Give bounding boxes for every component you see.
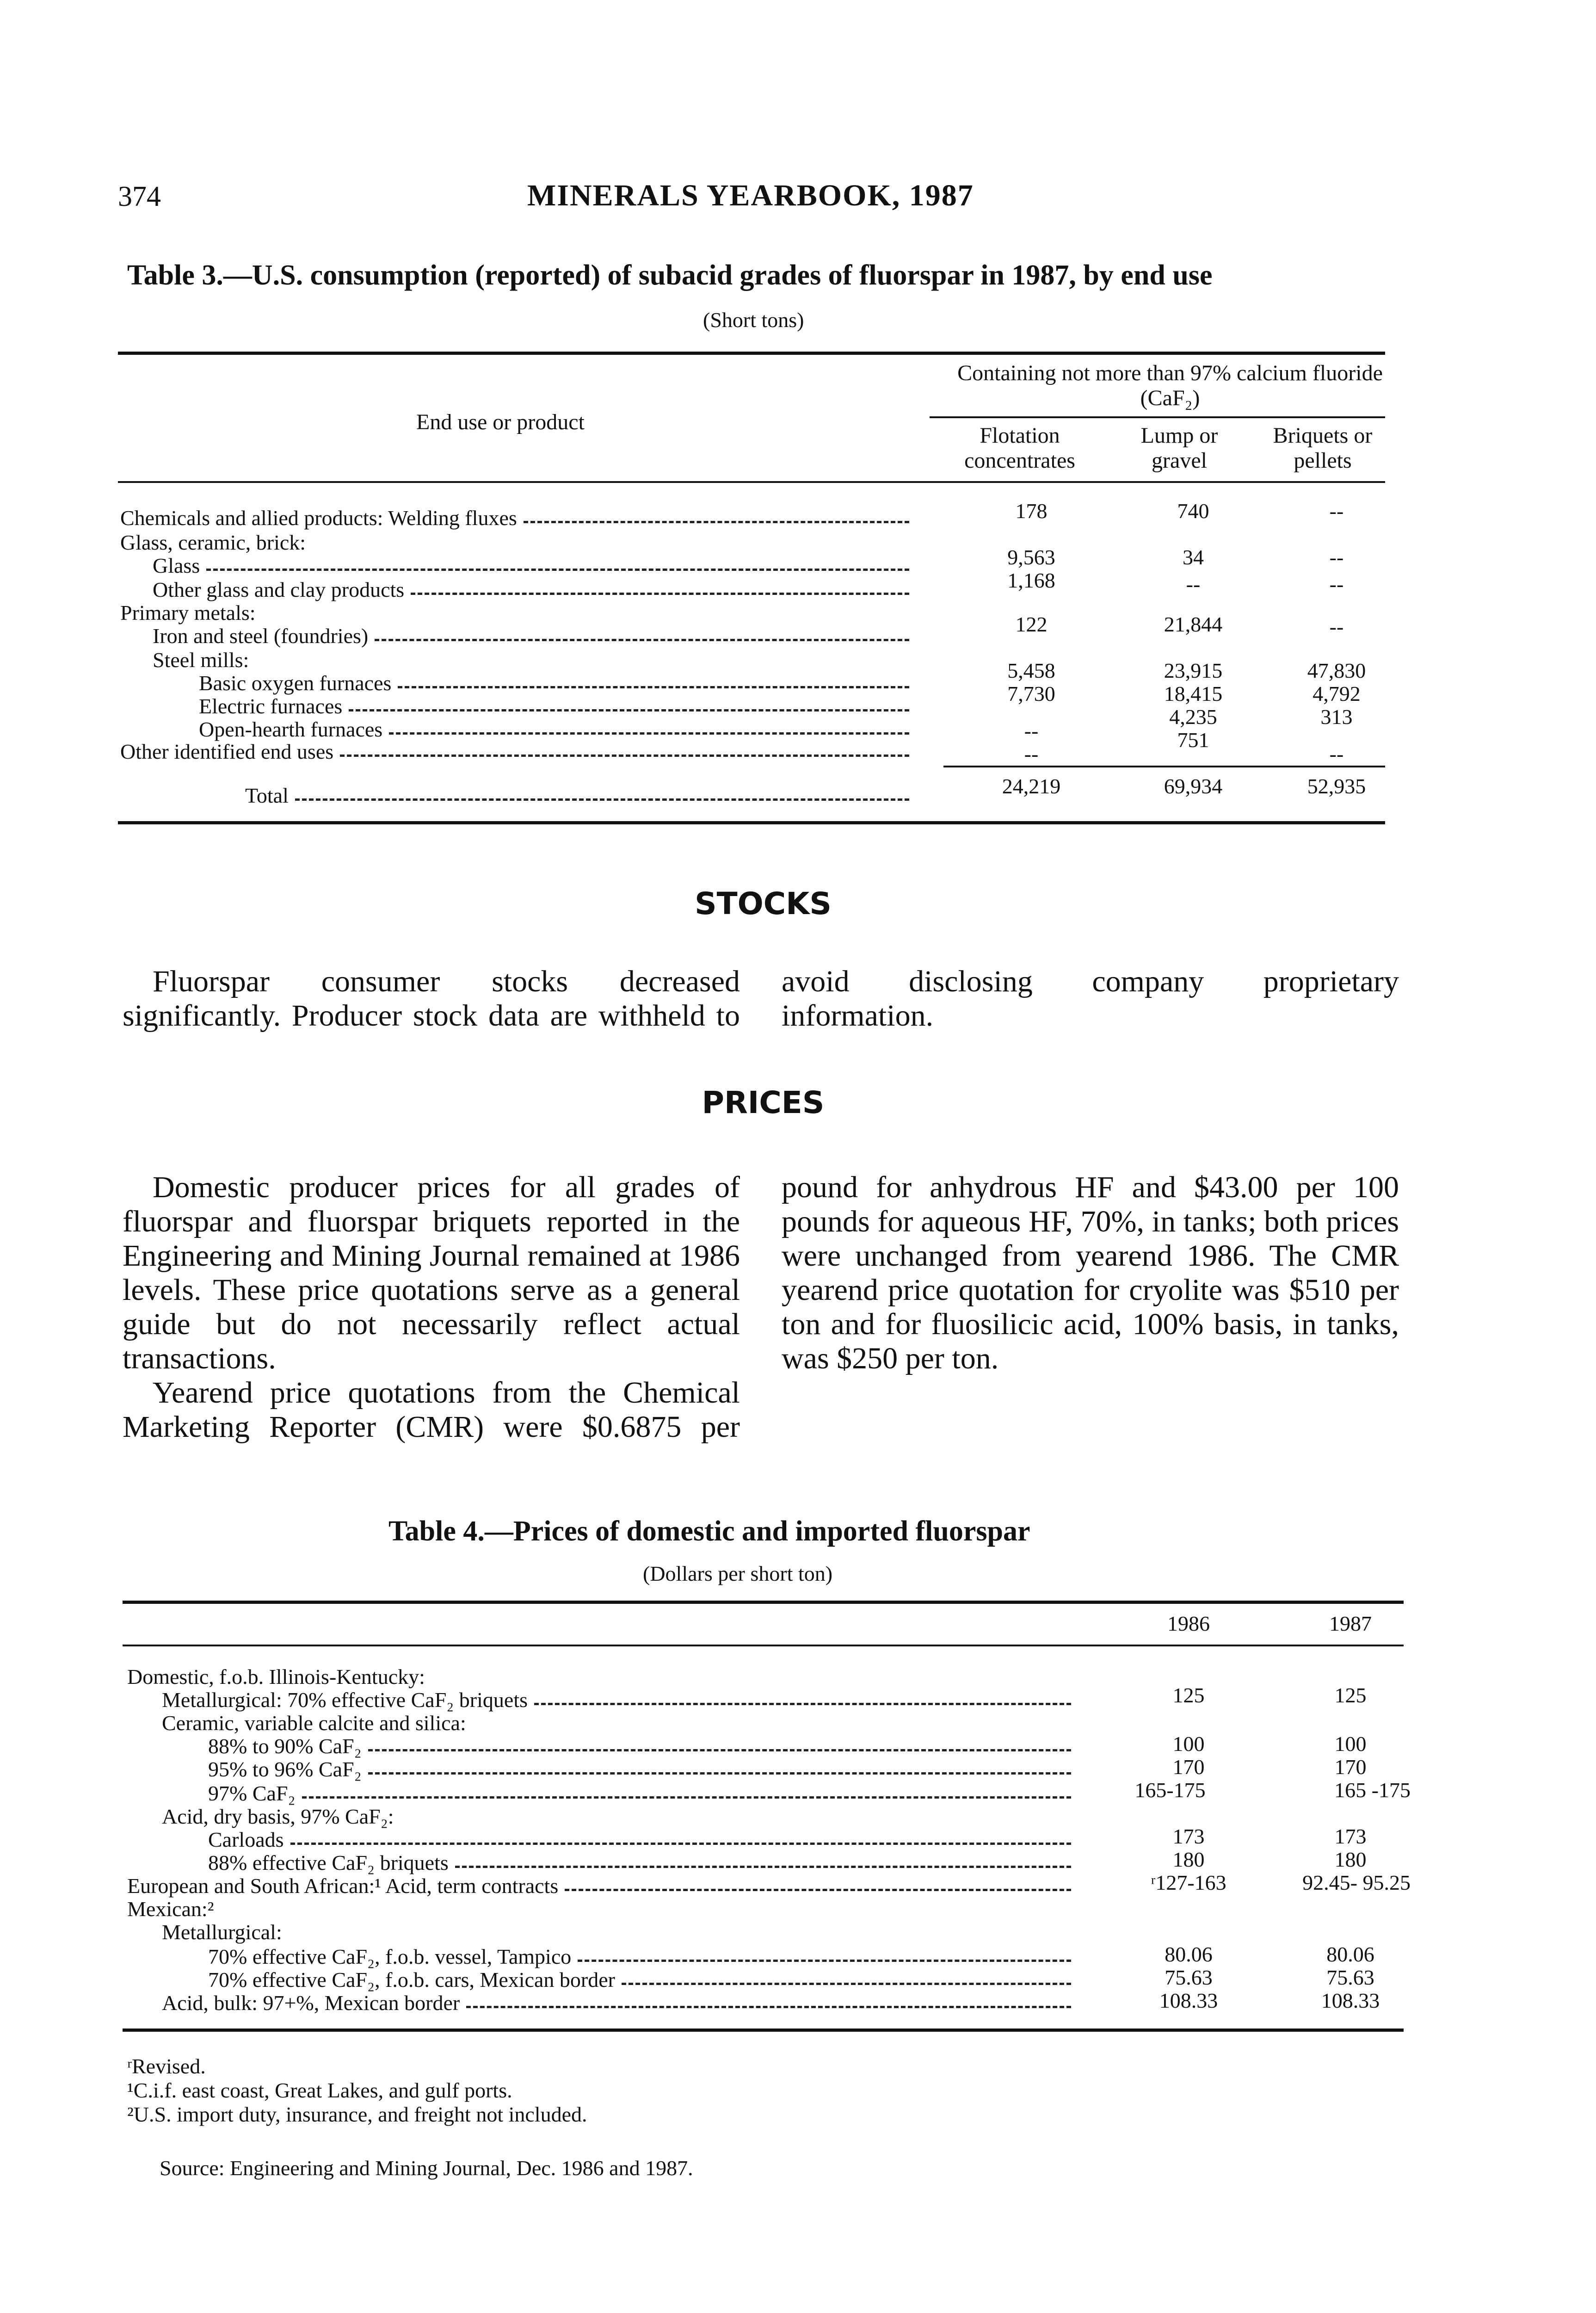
table3-row [199,695,916,718]
table4-row [162,1688,1078,1712]
table4-header-rule [123,1645,1404,1646]
row-label: Ceramic, variable calcite and silica: [162,1711,466,1735]
table4-row [162,1991,1078,2015]
row-label: Acid, bulk: 97+%, Mexican border [162,1991,460,2015]
table3-header-flotation: Flotation concentrates [964,423,1075,473]
row-label: Primary metals: [120,601,256,625]
leader-dots [290,1843,1071,1845]
row-label: Total [245,784,289,807]
leader-dots [565,1889,1071,1891]
prices-paragraph-1: Domestic producer prices for all grades of fluorspar and fluorspar briquets reported in the Engineering and Mining Journal remained at 1986 levels. These price quotations serve as a general guide but do not necessarily reflect actual transactions. [123,1170,740,1375]
row-label: Other glass and clay products [153,578,405,601]
cell-1987: 80.06 [1326,1942,1374,1966]
leader-dots [340,755,909,757]
table4-row [208,1735,1078,1758]
footnote-1: ¹C.i.f. east coast, Great Lakes, and gulf ports. [127,2078,512,2102]
cell-1987: 92.45- 95.25 [1302,1871,1411,1894]
cell-1987: 75.63 [1326,1966,1374,1989]
cell-1986: 100 [1172,1732,1205,1756]
cell-1986: 125 [1172,1683,1205,1707]
cell-flotation: 5,458 [1007,659,1055,682]
leader-dots [524,521,909,523]
stocks-paragraph: Fluorspar consumer stocks decreased significantly. Producer stock data are withheld to avoid disclosing company proprietary information. [123,965,1399,1033]
running-title: MINERALS YEARBOOK, 1987 [527,179,974,212]
leader-dots [206,569,909,571]
cell-briquets: -- [1329,545,1344,569]
table3-header-group: Containing not more than 97% calcium fluoride (CaF₂) [957,361,1383,410]
leader-dots [534,1703,1071,1705]
table4-row [208,1968,1078,1991]
table3-row [153,554,916,577]
leader-dots [455,1866,1071,1868]
cell-1986: 75.63 [1165,1966,1213,1989]
cell-briquets: -- [1329,615,1344,638]
table3-row [199,672,916,695]
table4-header-1987: 1987 [1329,1612,1372,1635]
table4-row [208,1758,1078,1781]
cell-flotation: 122 [1015,612,1048,636]
cell-lump: 34 [1183,545,1204,569]
row-label: Iron and steel (foundries) [153,624,369,648]
table3-total-rule [943,766,1385,767]
cell-1986: 180 [1172,1848,1205,1871]
row-label: Carloads [208,1828,284,1851]
table3-row [120,601,256,625]
row-label: Basic oxygen furnaces [199,671,392,695]
leader-dots [389,732,909,735]
cell-1987: 125 [1334,1683,1367,1707]
leader-dots [578,1960,1071,1962]
table3-header-briquets: Briquets or pellets [1273,423,1373,473]
row-label: European and South African:¹ Acid, term contracts [127,1874,559,1898]
cell-briquets: -- [1329,742,1344,766]
table3-row [153,578,916,601]
stocks-text [123,965,1399,1033]
cell-flotation: 7,730 [1007,682,1055,705]
leader-dots [368,1749,1071,1751]
cell-flotation: -- [1024,742,1039,766]
table4-bottom-rule [123,2029,1404,2032]
row-label: 88% effective CaF₂ briquets [208,1851,449,1874]
cell-lump: 21,844 [1164,612,1223,636]
table4-row [208,1828,1078,1851]
cell-lump: 740 [1177,499,1209,523]
row-label: 88% to 90% CaF₂ [208,1734,362,1758]
table4-header-1986: 1986 [1167,1612,1210,1635]
row-label: Chemicals and allied products: Welding fluxes [120,506,517,530]
row-label: Mexican:² [127,1897,214,1921]
table3-row [199,718,916,741]
cell-1986: ʳ127-163 [1151,1871,1226,1894]
cell-flotation: 9,563 [1007,545,1055,569]
table4-row [127,1898,214,1921]
cell-lump: 23,915 [1164,659,1223,682]
table3-header-rule [118,481,1385,483]
row-label: Open-hearth furnaces [199,717,383,741]
cell-flotation: 1,168 [1007,569,1055,592]
table4-row [208,1945,1078,1968]
leader-dots [375,639,909,641]
page-number: 374 [118,181,161,212]
row-label: 95% to 96% CaF₂ [208,1757,362,1781]
table3-header-end-use: End use or product [416,410,585,434]
cell-briquets: -- [1329,499,1344,523]
leader-dots [398,686,909,688]
footnote-2: ²U.S. import duty, insurance, and freight not included. [127,2103,587,2126]
prices-text [123,1170,1399,1444]
prices-paragraph-2: Yearend price quotations from the Chemical Marketing Reporter (CMR) were $0.6875 per pound for anhydrous HF and $43.00 per 100 pounds for aqueous HF, 70%, in tanks; both prices were unchanged from yearend 1986. The CMR yearend price quotation for cryolite was $510 per ton and for fluosilicic acid, 100% basis, in tanks, was $250 per ton. [123,1170,1399,1444]
table3-bottom-rule [118,821,1385,824]
table4-row [162,1712,466,1735]
cell-lump: 69,934 [1164,774,1223,798]
stocks-heading: STOCKS [695,886,832,921]
table4-row [127,1874,1078,1898]
cell-lump: -- [1186,572,1201,596]
table3-title: Table 3.—U.S. consumption (reported) of subacid grades of fluorspar in 1987, by end use [127,260,1213,291]
cell-1986: 173 [1172,1824,1205,1848]
leader-dots [368,1772,1071,1775]
row-label: Acid, dry basis, 97% CaF₂: [162,1805,394,1828]
cell-lump: 751 [1177,728,1209,752]
table4-unit: (Dollars per short ton) [643,1562,833,1585]
cell-1987: 170 [1334,1755,1367,1779]
cell-1987: 180 [1334,1848,1367,1871]
cell-1987: 165 -175 [1334,1778,1411,1802]
table4-top-rule [123,1601,1404,1604]
table3-row [120,507,916,530]
table3-unit: (Short tons) [703,308,804,332]
table3-row [153,649,249,672]
row-label: 70% effective CaF₂, f.o.b. cars, Mexican border [208,1968,615,1991]
row-label: Domestic, f.o.b. Illinois-Kentucky: [127,1665,425,1688]
row-label: 97% CaF₂ [208,1781,296,1805]
table3-row [120,740,916,763]
table3-group-rule [930,416,1385,418]
table3-row [153,625,916,648]
table4-row [162,1921,282,1944]
table4-source: Source: Engineering and Mining Journal, Dec. 1986 and 1987. [160,2156,693,2180]
row-label: Other identified end uses [120,740,334,763]
table4-row [208,1782,1078,1805]
cell-flotation: 178 [1015,499,1048,523]
footnote-revised: ʳRevised. [127,2054,206,2078]
cell-flotation: -- [1024,719,1039,742]
table3-row-total [245,784,916,807]
table3-top-rule [118,352,1385,355]
cell-1987: 173 [1334,1824,1367,1848]
row-label: Glass, ceramic, brick: [120,531,306,554]
cell-lump: 18,415 [1164,682,1223,705]
table4-row [162,1805,394,1828]
table4-row [208,1851,1078,1874]
table3-row [120,531,306,554]
cell-briquets: 52,935 [1307,774,1366,798]
cell-1987: 108.33 [1321,1989,1380,2012]
row-label: Glass [153,554,200,577]
cell-lump: 4,235 [1169,705,1217,729]
row-label: Metallurgical: 70% effective CaF₂ briquets [162,1688,528,1712]
row-label: Electric furnaces [199,694,343,718]
leader-dots [622,1983,1071,1985]
table3-header-lump: Lump or gravel [1140,423,1218,473]
cell-1986: 108.33 [1159,1989,1218,2012]
row-label: Metallurgical: [162,1920,282,1944]
leader-dots [302,1796,1071,1799]
cell-briquets: 47,830 [1307,659,1366,682]
table4-title: Table 4.—Prices of domestic and imported fluorspar [388,1515,1030,1547]
cell-1987: 100 [1334,1732,1367,1756]
leader-dots [411,593,909,595]
cell-flotation: 24,219 [1002,774,1061,798]
leader-dots [349,709,909,711]
cell-1986: 80.06 [1165,1942,1213,1966]
cell-briquets: -- [1329,572,1344,596]
cell-1986: 165-175 [1134,1778,1206,1802]
leader-dots [466,2006,1071,2008]
row-label: Steel mills: [153,648,249,672]
leader-dots [295,798,909,801]
cell-briquets: 4,792 [1313,682,1361,705]
cell-briquets: 313 [1320,705,1353,729]
row-label: 70% effective CaF₂, f.o.b. vessel, Tampico [208,1945,572,1968]
prices-heading: PRICES [702,1085,825,1120]
cell-1986: 170 [1172,1755,1205,1779]
table4-row [127,1665,425,1688]
